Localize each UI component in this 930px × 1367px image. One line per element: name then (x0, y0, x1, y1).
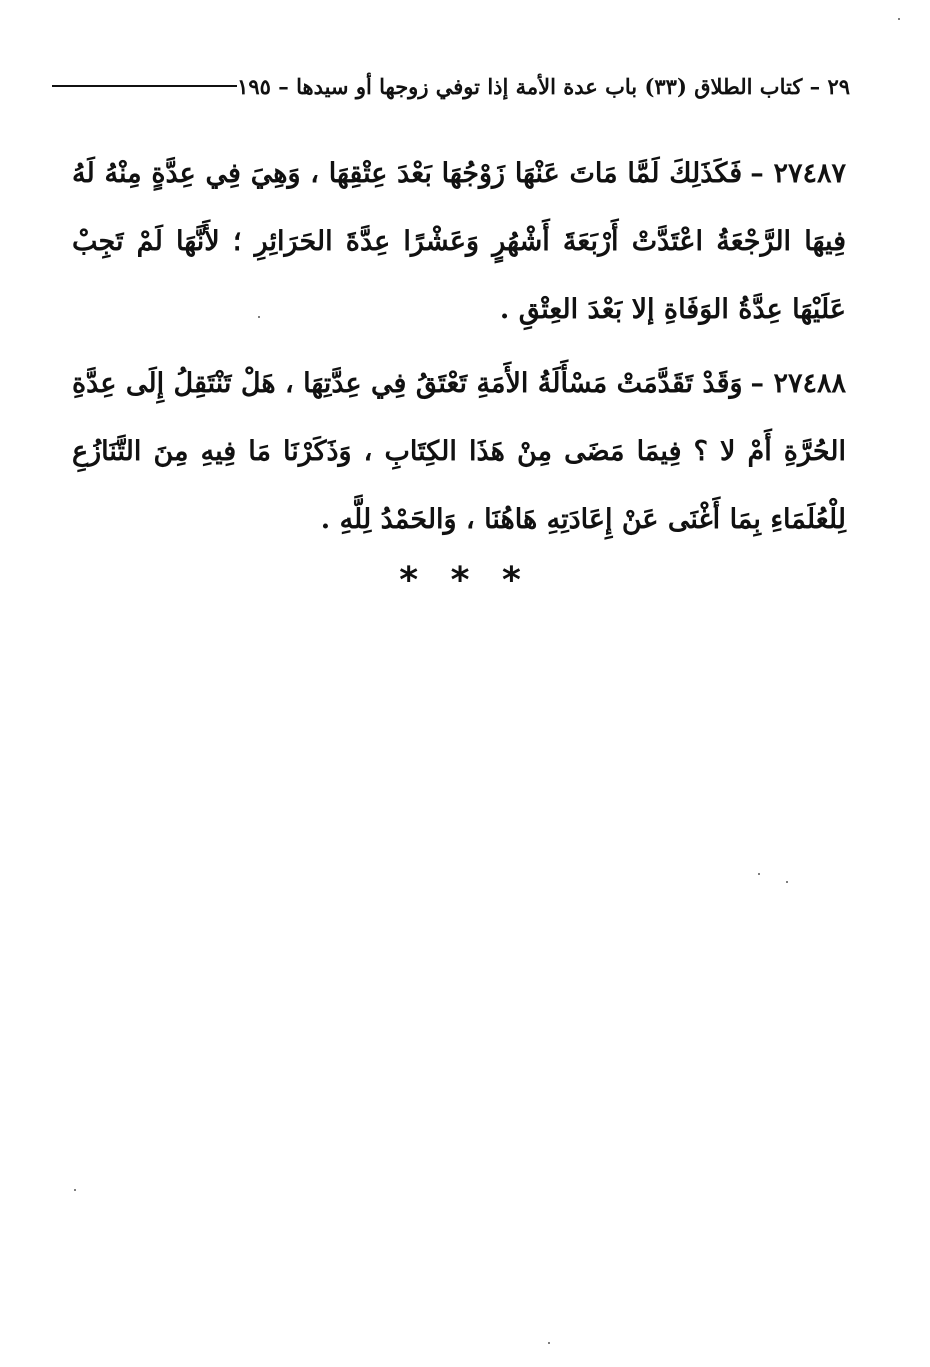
running-header-text: ٢٩ – كتاب الطلاق (٣٣) باب عدة الأمة إذا توفي زوجها أو سيدها – ١٩٥ (237, 73, 850, 99)
scan-speck (258, 316, 260, 318)
paragraph-text: فَكَذَلِكَ لَمَّا مَاتَ عَنْهَا زَوْجُهَا بَعْدَ عِتْقِهَا ، وَهِيَ فِي عِدَّةٍ مِنْهُ لَهُ فِيهَا الرَّجْعَةُ اعْتَدَّتْ أَرْبَعَةَ أَشْهُرٍ وَعَشْرًا عِدَّةَ الحَرَائِرِ ؛ لأَنَّهَا لَمْ تَجِبْ عَلَيْهَا عِدَّةُ الوَفَاةِ إلا بَعْدَ العِتْقِ . (72, 158, 846, 325)
paragraph-number: ٢٧٤٨٨ – (750, 368, 846, 399)
scan-speck (786, 881, 788, 883)
paragraph-number: ٢٧٤٨٧ – (750, 158, 846, 189)
running-header (70, 66, 850, 106)
header-rule (52, 85, 237, 87)
paragraph-text: وَقَدْ تَقَدَّمَتْ مَسْأَلَةُ الأَمَةِ تَعْتَقُ فِي عِدَّتِهَا ، هَلْ تَنْتَقِلُ إِلَى عِدَّةِ الحُرَّةِ أَمْ لا ؟ فِيمَا مَضَى مِنْ هَذَا الكِتَابِ ، وَذَكَرْنَا مَا فِيهِ مِنَ التَّنَازُعِ لِلْعُلَمَاءِ بِمَا أَغْنَى عَنْ إِعَادَتِهِ هَاهُنَا ، وَالحَمْدُ لِلَّهِ . (72, 368, 846, 535)
scan-speck (548, 1342, 550, 1344)
paragraph-27487 (72, 140, 846, 344)
section-separator: * * * (399, 560, 531, 601)
scan-speck (758, 873, 760, 875)
scan-speck (898, 18, 900, 20)
body-text (72, 140, 846, 560)
paragraph-27488 (72, 350, 846, 554)
scan-speck (74, 1189, 76, 1191)
